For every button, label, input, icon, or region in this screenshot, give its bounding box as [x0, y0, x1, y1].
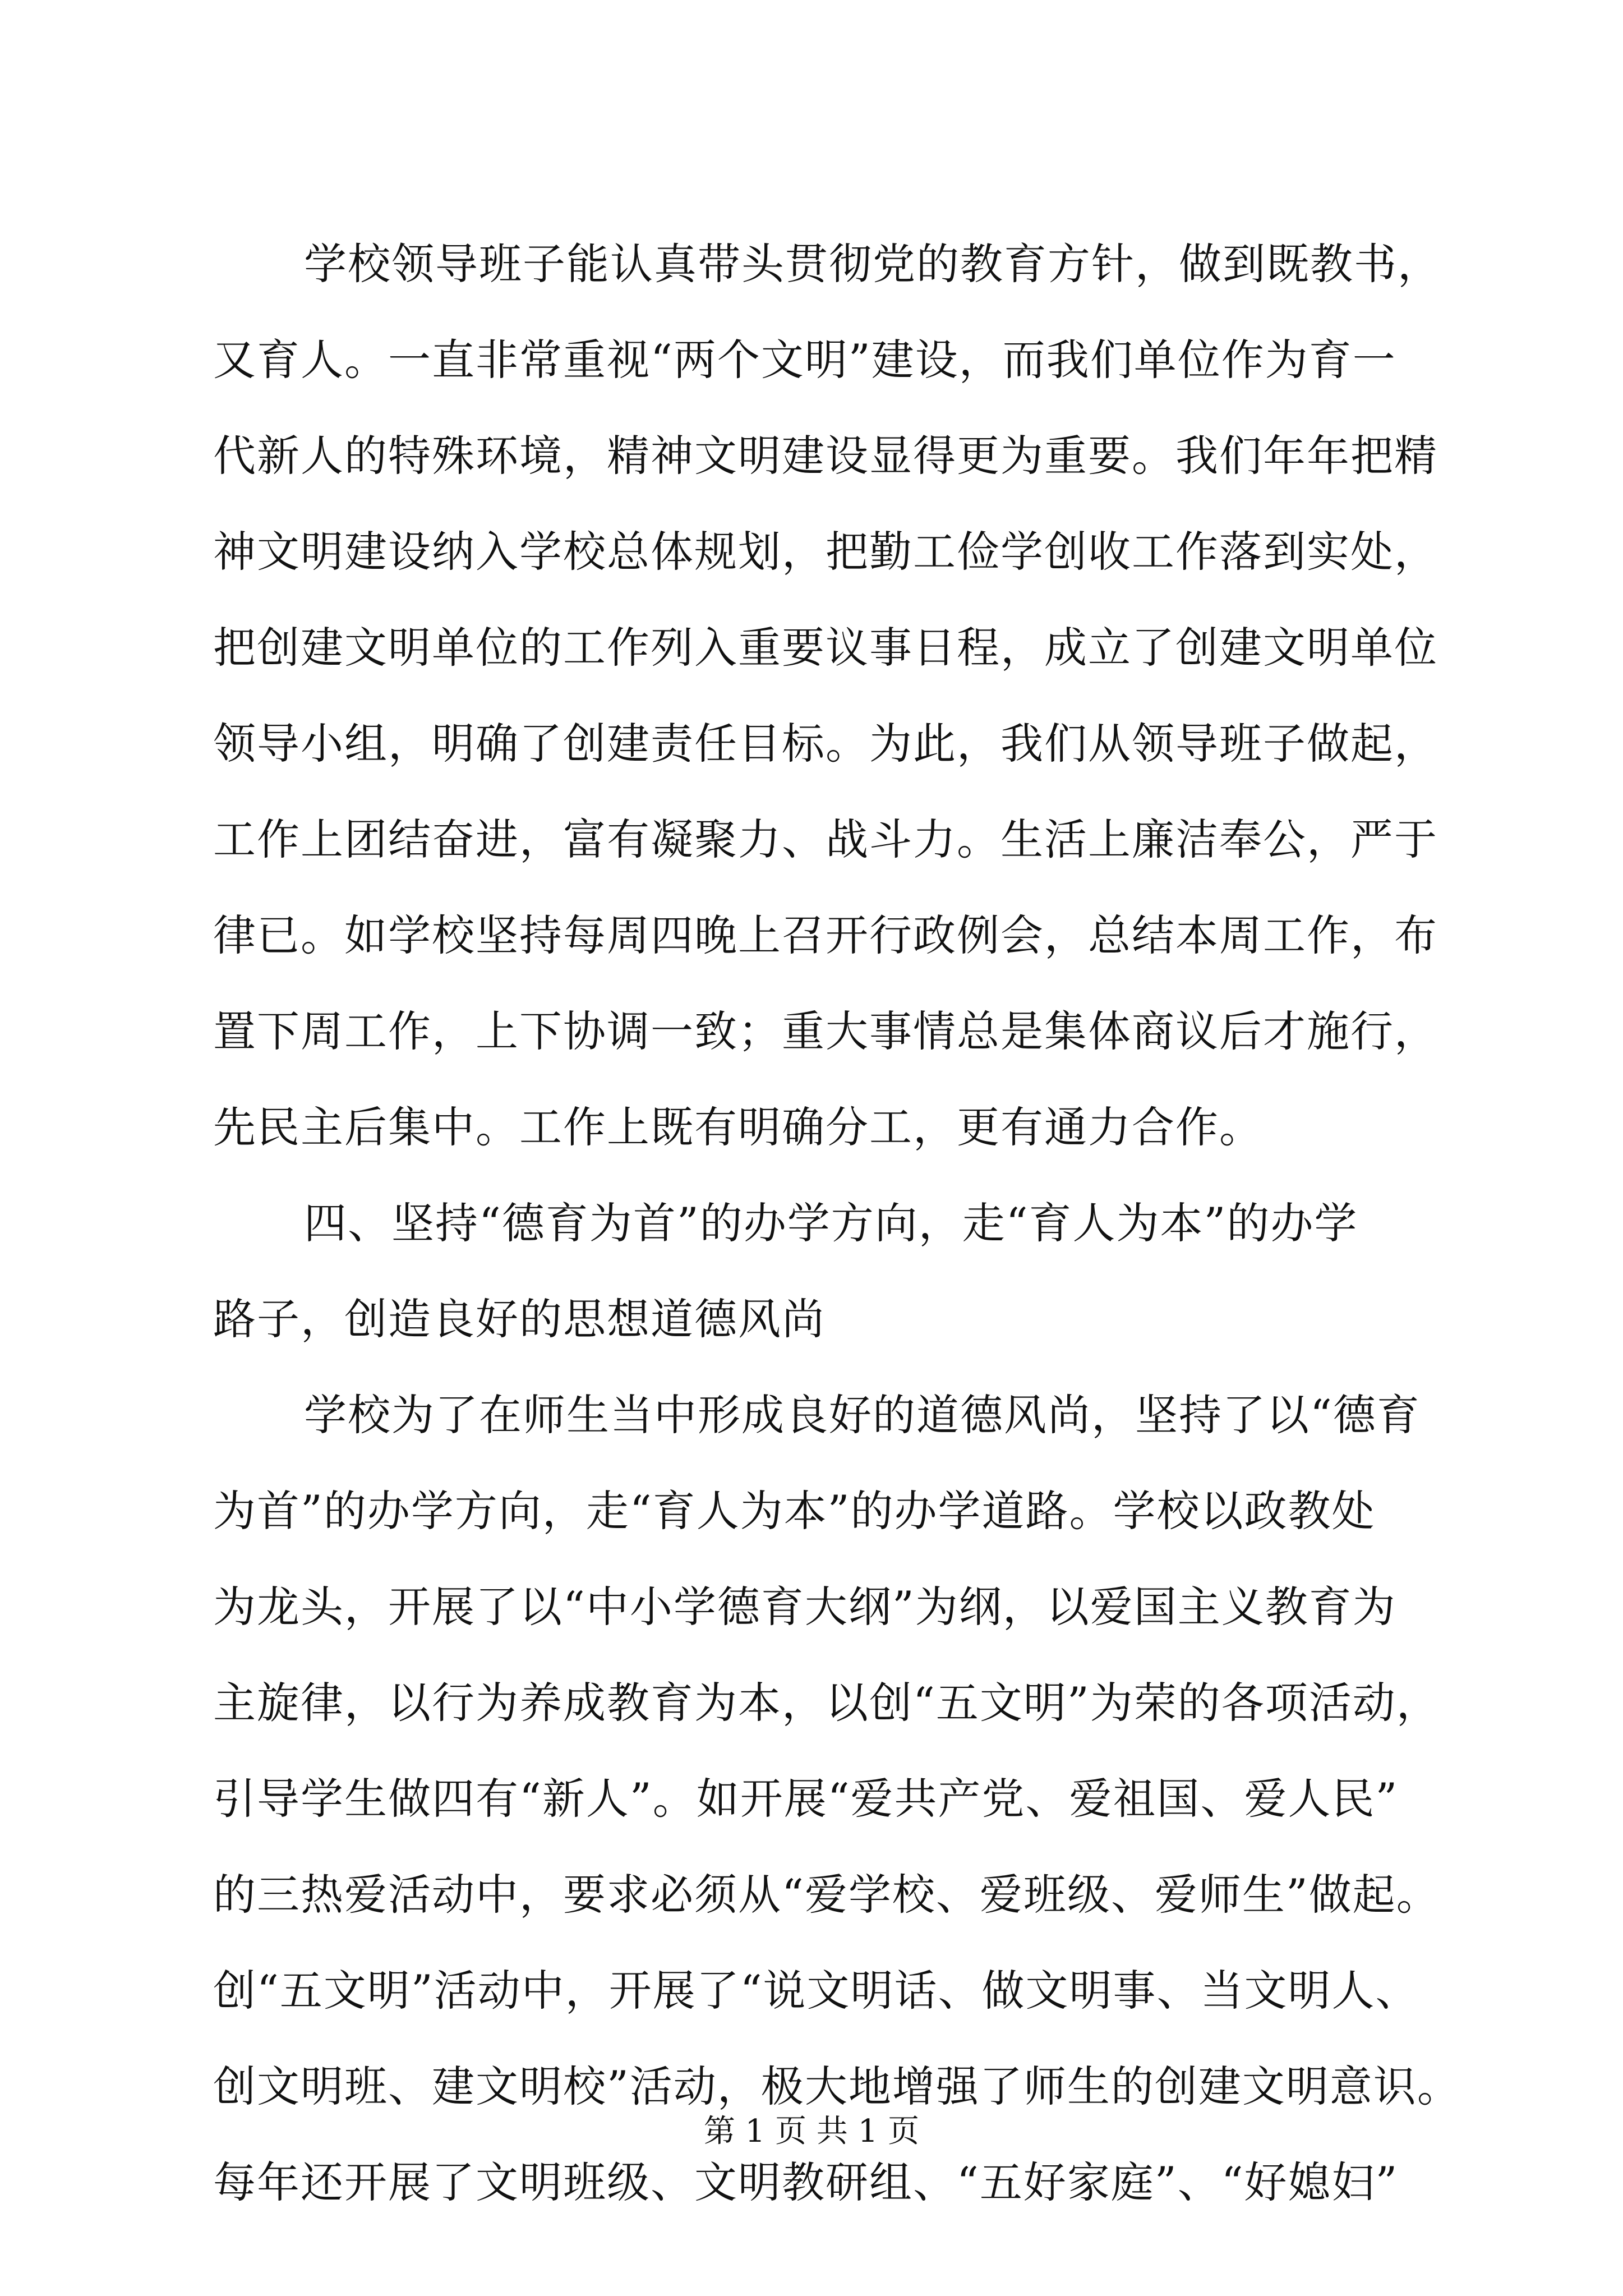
text-line: 置下周工作，上下协调一致；重大事情总是集体商议后才施行， — [213, 1006, 1438, 1056]
text-line: 律已。如学校坚持每周四晚上召开行政例会，总结本周工作，布 — [213, 910, 1438, 960]
text-line: 工作上团结奋进，富有凝聚力、战斗力。生活上廉洁奉公，严于 — [213, 815, 1438, 864]
text-line: 神文明建设纳入学校总体规划，把勤工俭学创收工作落到实处， — [213, 527, 1438, 577]
text-line: 每年还开展了文明班级、文明教研组、“五好家庭”、“好媳妇” — [213, 2157, 1399, 2207]
heading-line: 四、坚持“德育为首”的办学方向，走“育人为本”的办学 — [304, 1198, 1358, 1248]
text-line: 先民主后集中。工作上既有明确分工，更有通力合作。 — [213, 1102, 1263, 1152]
text-line: 创文明班、建文明校”活动，极大地增强了师生的创建文明意识。 — [213, 2062, 1461, 2111]
text-line: 领导小组，明确了创建责任目标。为此，我们从领导班子做起， — [213, 719, 1438, 769]
section-heading-four — [213, 1175, 1419, 1367]
paragraph-leadership — [213, 216, 1441, 1175]
text-line: 的三热爱活动中，要求必须从“爱学校、爱班级、爱师生”做起。 — [213, 1870, 1440, 1920]
paragraph-moral-education — [213, 1367, 1461, 2230]
text-line: 主旋律，以行为养成教育为本，以创“五文明”为荣的各项活动， — [213, 1678, 1440, 1728]
page-footer — [0, 2109, 1623, 2154]
text-line: 学校领导班子能认真带头贯彻党的教育方针，做到既教书， — [304, 239, 1441, 289]
text-line: 为龙头，开展了以“中小学德育大纲”为纲，以爱国主义教育为 — [213, 1582, 1396, 1632]
text-line: 为首”的办学方向，走“育人为本”的办学道路。学校以政教处 — [213, 1486, 1376, 1536]
text-line: 学校为了在师生当中形成良好的道德风尚，坚持了以“德育 — [304, 1390, 1421, 1440]
text-line: 引导学生做四有“新人”。如开展“爱共产党、爱祖国、爱人民” — [213, 1774, 1399, 1824]
text-line: 创“五文明”活动中，开展了“说文明话、做文明事、当文明人、 — [213, 1966, 1419, 2016]
text-line: 代新人的特殊环境，精神文明建设显得更为重要。我们年年把精 — [213, 431, 1438, 481]
page-number-label: 第 1 页 共 1 页 — [703, 2113, 920, 2150]
heading-line: 路子，创造良好的思想道德风尚 — [213, 1294, 826, 1344]
text-line: 又育人。一直非常重视“两个文明”建设，而我们单位作为育一 — [213, 335, 1396, 385]
text-line: 把创建文明单位的工作列入重要议事日程，成立了创建文明单位 — [213, 623, 1438, 673]
document-body — [213, 216, 1461, 2230]
